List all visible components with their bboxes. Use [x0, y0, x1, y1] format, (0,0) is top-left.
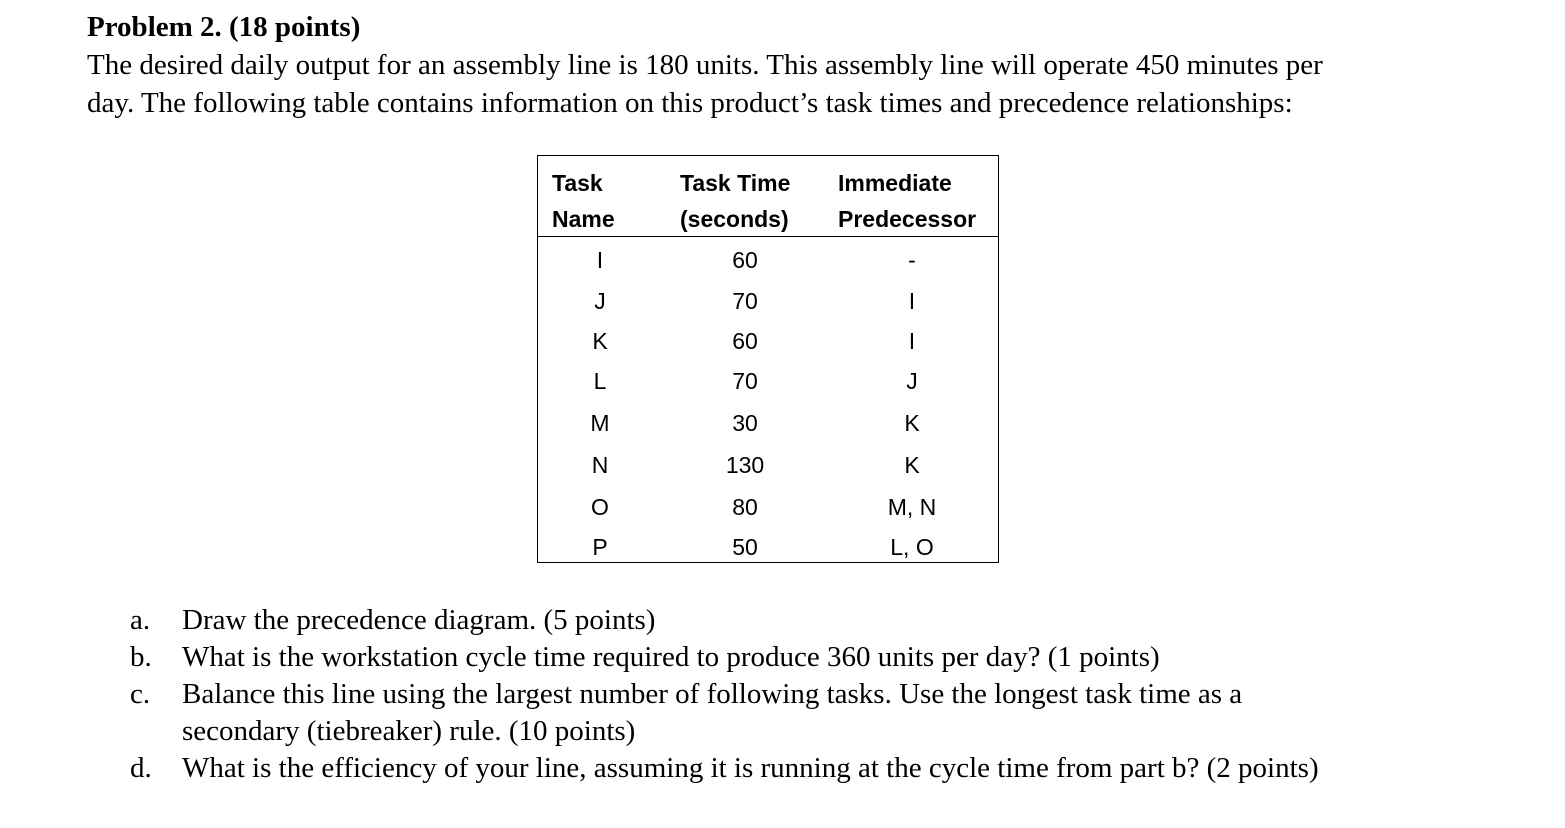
- problem-title: Problem 2. (18 points): [87, 11, 361, 43]
- table-row: [538, 445, 998, 485]
- task-name-cell: P: [592, 534, 608, 560]
- predecessor-cell: -: [908, 247, 916, 273]
- table-row: [538, 403, 998, 443]
- predecessor-cell: L, O: [890, 534, 934, 560]
- header-line: Task: [552, 170, 603, 196]
- predecessor-cell: J: [906, 368, 918, 394]
- task-name-cell: K: [592, 328, 608, 354]
- task-time-cell: 70: [732, 368, 758, 394]
- task-time-cell: 60: [732, 328, 758, 354]
- predecessor-cell: K: [904, 410, 920, 436]
- task-name-cell: I: [596, 247, 604, 273]
- question-marker: b.: [130, 641, 152, 673]
- predecessor-cell: K: [904, 452, 920, 478]
- header-line: Name: [552, 206, 615, 232]
- task-time-cell: 50: [732, 534, 758, 560]
- question-text: What is the workstation cycle time required to produce 360 units per day? (1 points): [182, 641, 1160, 673]
- task-name-cell: L: [593, 368, 607, 394]
- question-marker: d.: [130, 752, 152, 784]
- question-b: [130, 639, 1319, 676]
- task-time-cell: 80: [732, 494, 758, 520]
- header-immediate-predecessor: [838, 165, 976, 237]
- table-row: [538, 361, 998, 401]
- task-time-cell: 70: [732, 288, 758, 314]
- table-row: [538, 240, 998, 280]
- task-name-cell: J: [594, 288, 606, 314]
- question-marker: c.: [130, 678, 151, 710]
- task-time-cell: 60: [732, 247, 758, 273]
- question-d: [130, 750, 1319, 787]
- header-divider: [538, 236, 998, 237]
- question-text: Balance this line using the largest number of following tasks. Use the longest task time as a: [182, 678, 1243, 710]
- header-task-time: [680, 165, 790, 237]
- predecessor-cell: I: [908, 328, 916, 354]
- question-list: [130, 602, 1319, 787]
- task-time-cell: 130: [725, 452, 765, 478]
- problem-statement-line: day. The following table contains information on this product’s task times and precedence relationships:: [87, 87, 1293, 119]
- predecessor-cell: M, N: [887, 494, 937, 520]
- table-row: [538, 321, 998, 361]
- task-name-cell: O: [591, 494, 609, 520]
- question-text: secondary (tiebreaker) rule. (10 points): [182, 715, 636, 747]
- header-line: (seconds): [680, 206, 789, 232]
- table-row: [538, 281, 998, 321]
- header-line: Predecessor: [838, 206, 977, 232]
- task-time-cell: 30: [732, 410, 758, 436]
- question-c: [130, 676, 1319, 750]
- question-marker: a.: [130, 604, 151, 636]
- header-line: Task Time: [680, 170, 791, 196]
- task-table: [537, 155, 999, 563]
- header-line: Immediate: [838, 170, 952, 196]
- table-row: [538, 527, 998, 567]
- question-text: What is the efficiency of your line, assuming it is running at the cycle time from part b? (2 points): [182, 752, 1319, 784]
- header-task-name: [552, 165, 615, 237]
- table-row: [538, 487, 998, 527]
- task-name-cell: M: [590, 410, 610, 436]
- question-a: [130, 602, 1319, 639]
- problem-statement-line: The desired daily output for an assembly line is 180 units. This assembly line will operate 450 minutes per: [87, 49, 1323, 81]
- task-name-cell: N: [591, 452, 609, 478]
- problem-statement: [87, 46, 1487, 122]
- question-text: Draw the precedence diagram. (5 points): [182, 604, 656, 636]
- predecessor-cell: I: [908, 288, 916, 314]
